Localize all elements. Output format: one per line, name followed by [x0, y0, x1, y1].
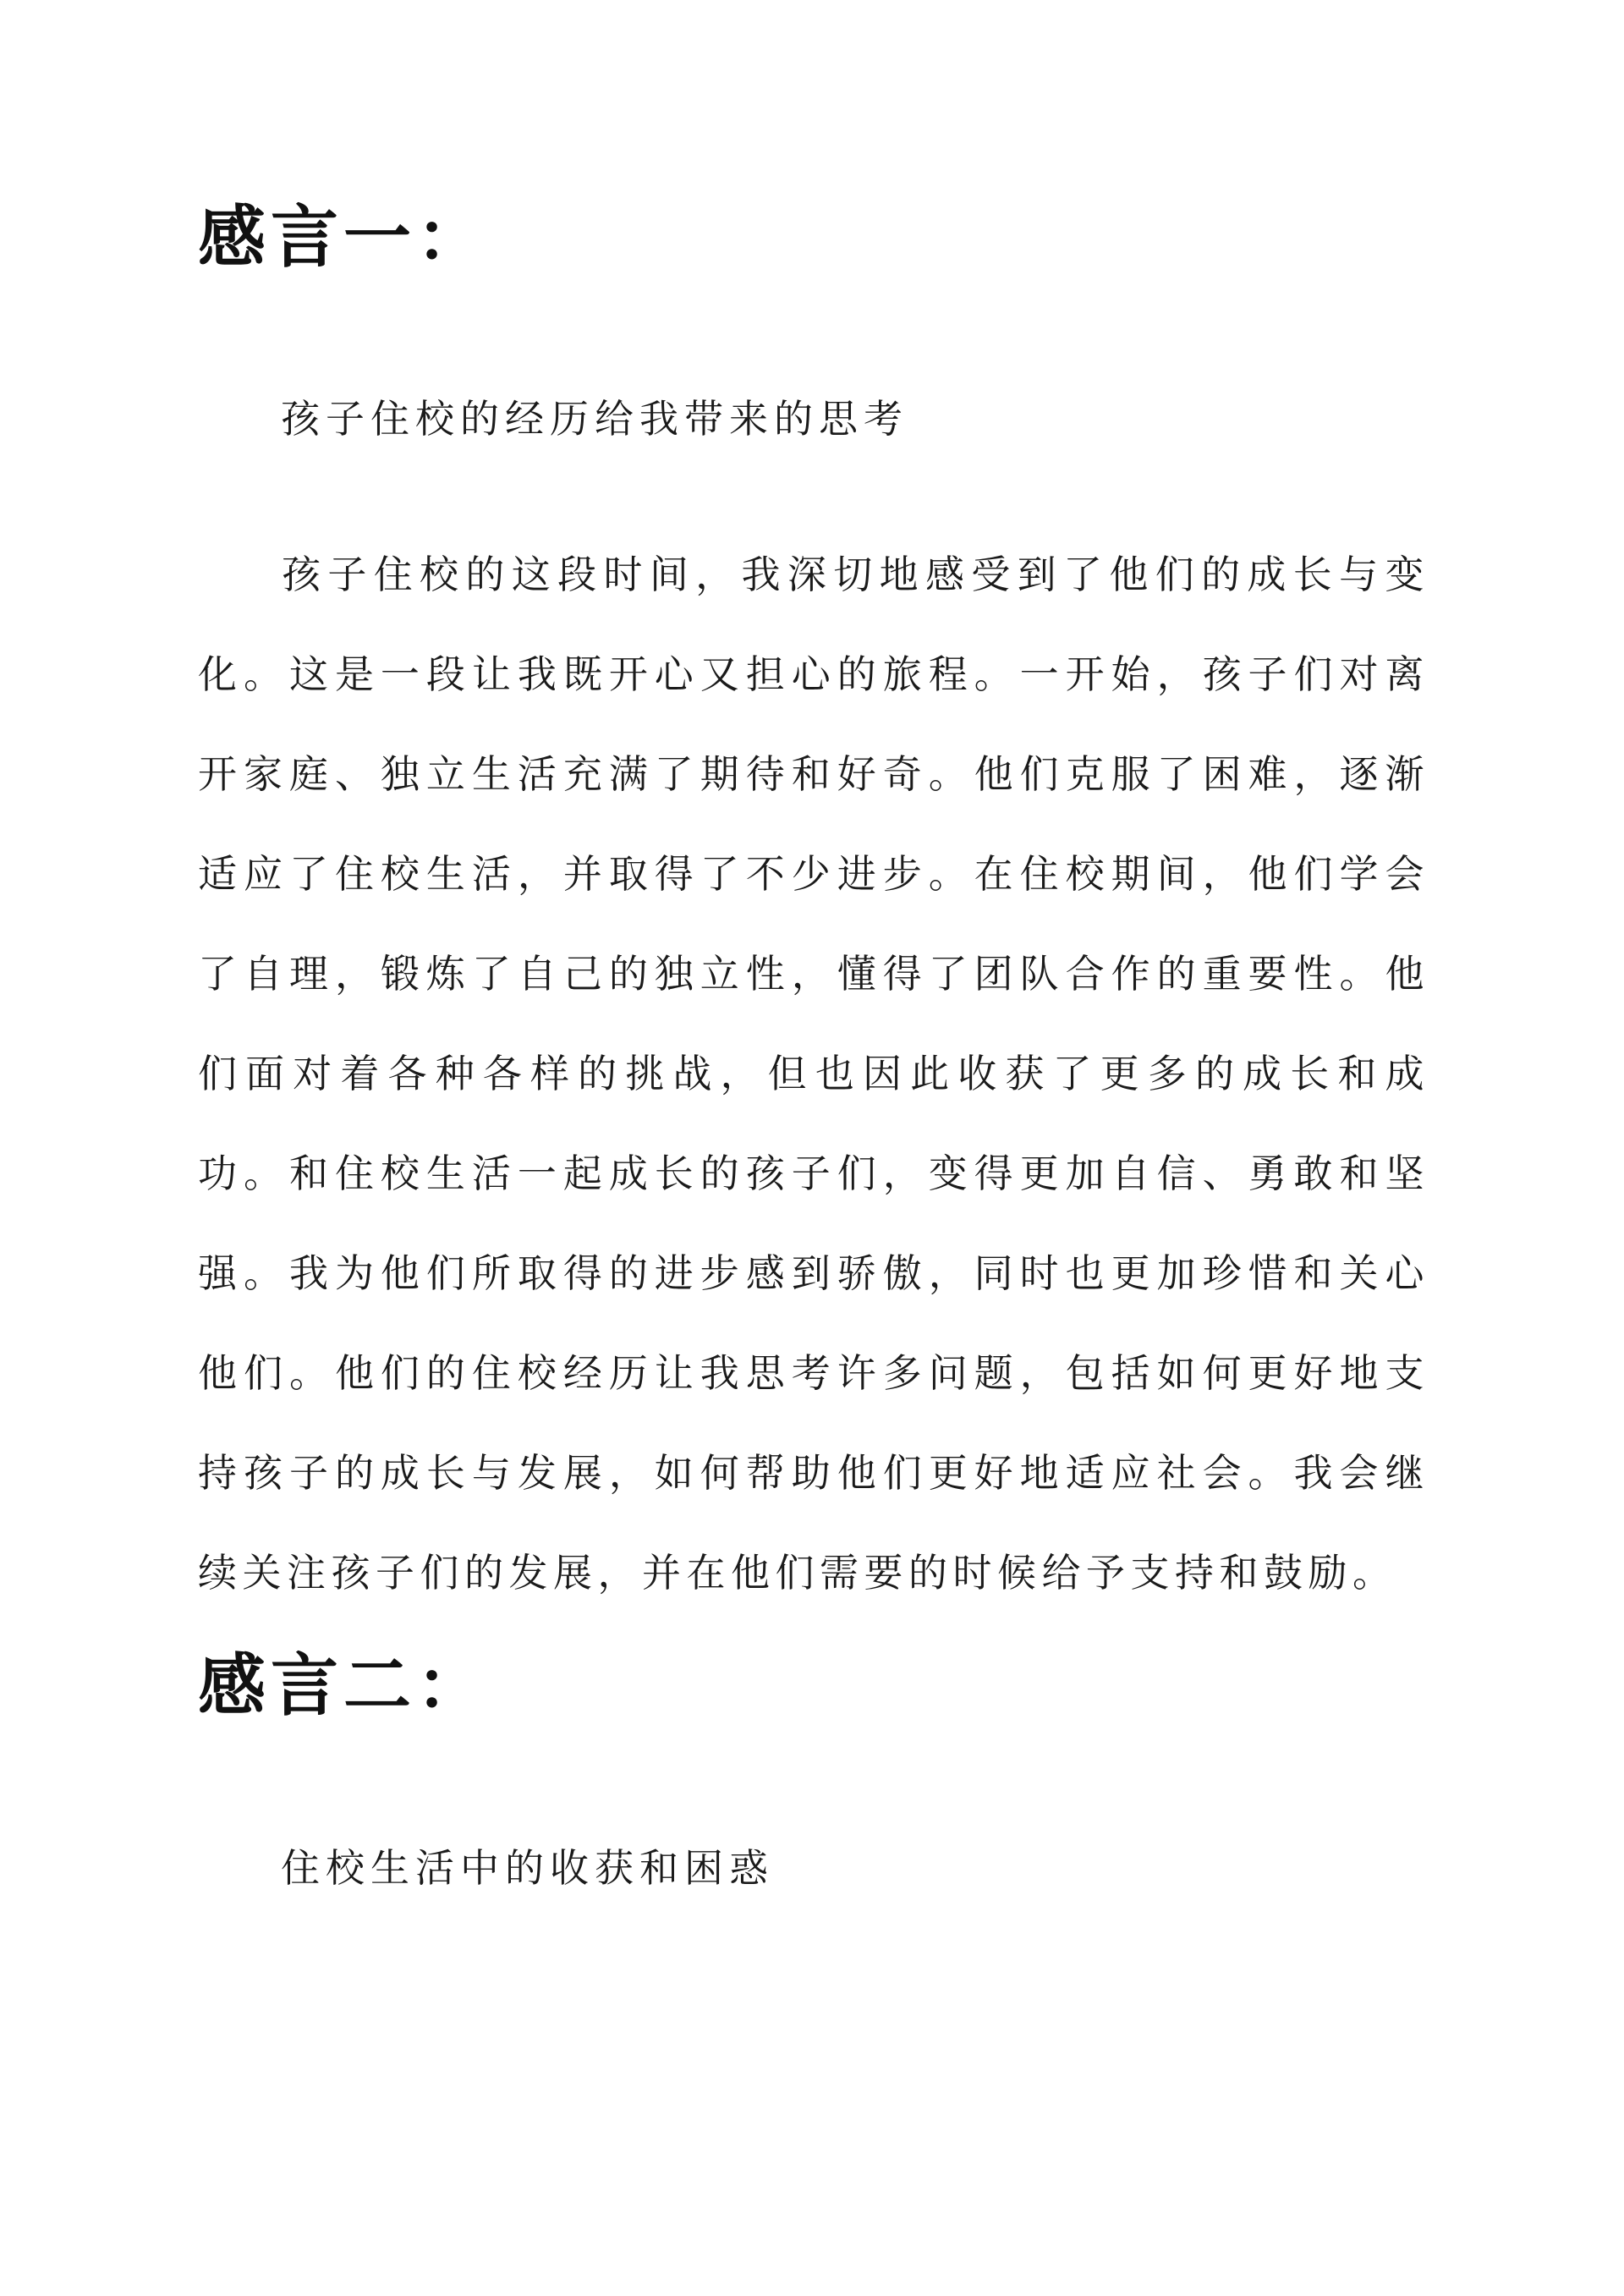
- section-2-heading: 感言二：: [198, 1645, 489, 1725]
- section-1-heading: 感言一：: [198, 197, 489, 277]
- section-2-subtitle: 住校生活中的收获和困惑: [281, 1845, 774, 1891]
- section-1-body-paragraph: 孩子住校的这段时间，我深切地感受到了他们的成长与变化。这是一段让我既开心又担心的旅程。一开始，孩子们对离开家庭、独立生活充满了期待和好奇。他们克服了困难，逐渐适应了住校生活，并取得了不少进步。在住校期间，他们学会了自理，锻炼了自己的独立性，懂得了团队合作的重要性。他们面对着各种各样的挑战，但也因此收获了更多的成长和成功。和住校生活一起成长的孩子们，变得更加自信、勇敢和坚强。我为他们所取得的进步感到骄傲，同时也更加珍惜和关心他们。他们的住校经历让我思考许多问题，包括如何更好地支持孩子的成长与发展，如何帮助他们更好地适应社会。我会继续关注孩子们的发展，并在他们需要的时候给予支持和鼓励。: [198, 552, 1429, 1596]
- section-1-subtitle: 孩子住校的经历给我带来的思考: [281, 396, 908, 442]
